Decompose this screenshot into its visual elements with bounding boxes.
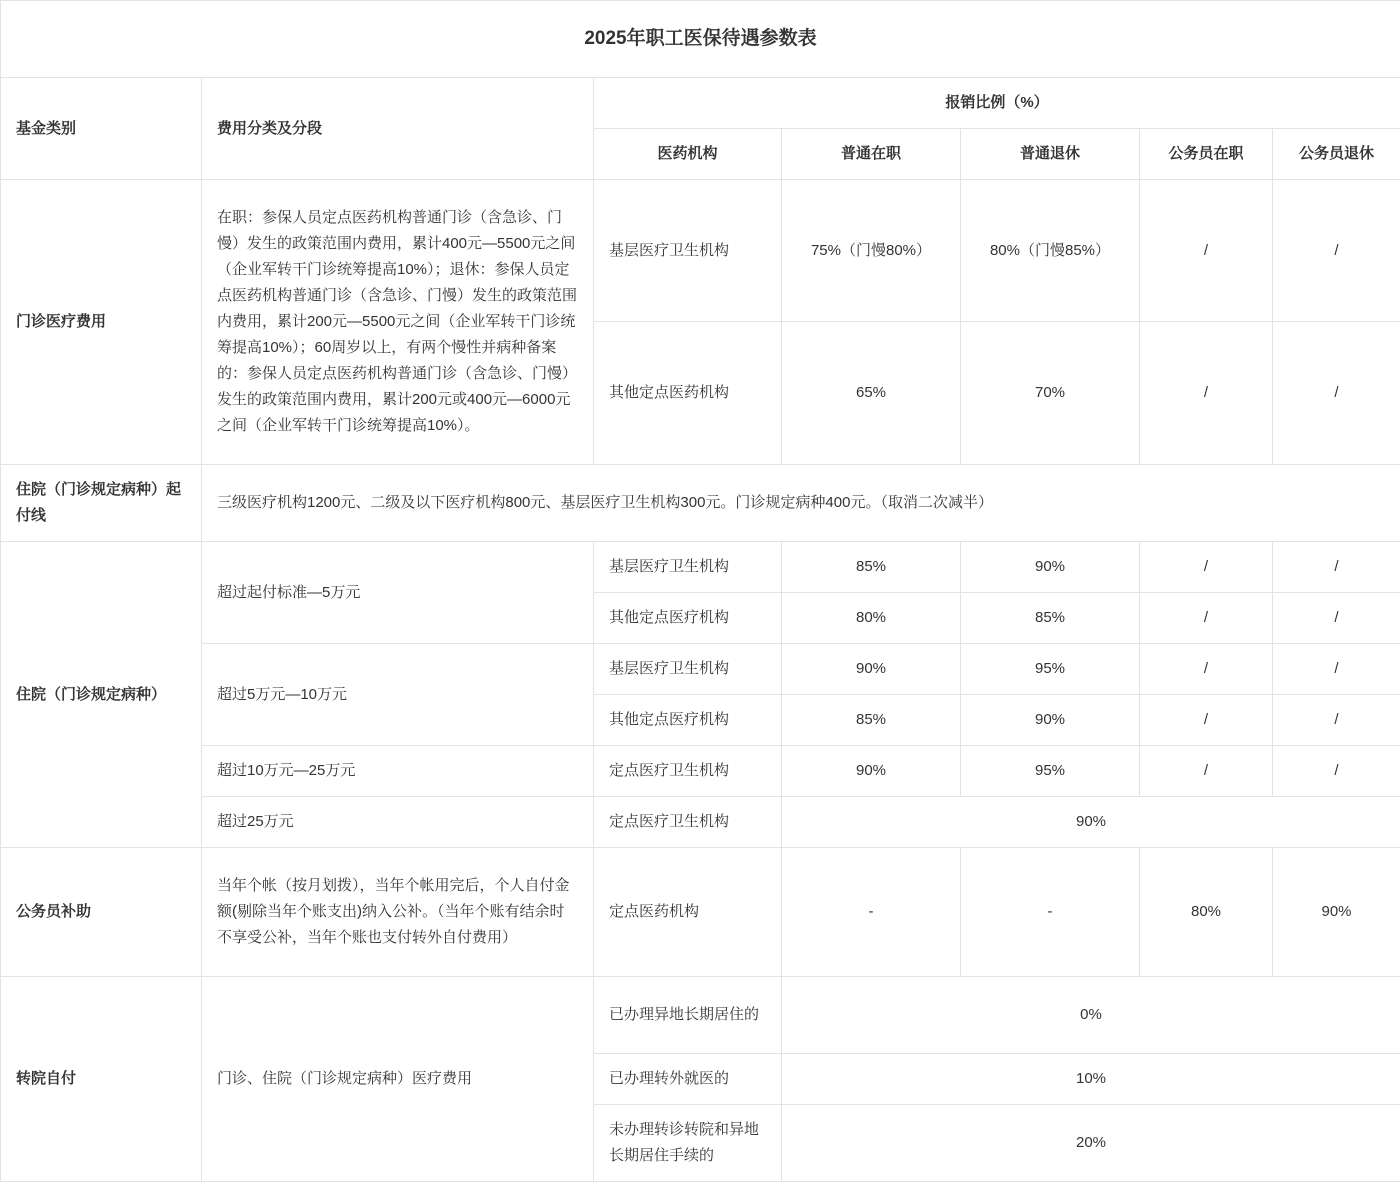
header-reimbursement-ratio: 报销比例（%） [594,78,1400,129]
cell-regular-active: 85% [782,542,961,593]
cell-regular-retired: 90% [961,695,1140,746]
cell-regular-active: 75%（门慢80%） [782,180,961,322]
cell-institution: 定点医疗卫生机构 [594,746,782,797]
cell-regular-retired: 90% [961,542,1140,593]
header-cost-category: 费用分类及分段 [202,78,594,180]
cell-ratio-all: 90% [782,797,1400,848]
segment-label: 超过25万元 [202,797,594,848]
cell-regular-active: 85% [782,695,961,746]
civil-servant-description: 当年个帐（按月划拨），当年个帐用完后，个人自付金额(剔除当年个账支出)纳入公补。（当年个账有结余时不享受公补，当年个账也支付转外自付费用） [202,848,594,977]
cell-civil-retired: / [1273,695,1400,746]
header-regular-retired: 普通退休 [961,129,1140,180]
segment-label: 超过5万元—10万元 [202,644,594,746]
cell-civil-retired: / [1273,542,1400,593]
cell-civil-retired: / [1273,322,1400,465]
cell-regular-retired: 95% [961,644,1140,695]
header-regular-active: 普通在职 [782,129,961,180]
table-row [1,797,1400,848]
cell-civil-retired: 90% [1273,848,1400,977]
cell-civil-active: 80% [1140,848,1273,977]
cell-institution: 基层医疗卫生机构 [594,644,782,695]
cell-regular-retired: 80%（门慢85%） [961,180,1140,322]
cell-civil-retired: / [1273,180,1400,322]
cell-ratio: 0% [782,977,1400,1054]
cell-civil-retired: / [1273,644,1400,695]
cell-civil-active: / [1140,180,1273,322]
category-civil-servant: 公务员补助 [1,848,202,977]
cell-regular-active: 90% [782,644,961,695]
cell-institution: 未办理转诊转院和异地长期居住手续的 [594,1105,782,1182]
cell-civil-active: / [1140,644,1273,695]
cell-regular-active: 80% [782,593,961,644]
cell-civil-active: / [1140,695,1273,746]
outpatient-description: 在职：参保人员定点医药机构普通门诊（含急诊、门慢）发生的政策范围内费用，累计400元—5500元之间（企业军转干门诊统筹提高10%）；退休：参保人员定点医药机构普通门诊（含急诊、门慢）发生的政策范围内费用，累计200元—5500元之间（企业军转干门诊统筹提高10%）；60周岁以上，有两个慢性并病种备案的：参保人员定点医药机构普通门诊（含急诊、门慢）发生的政策范围内费用，累计200元或400元—6000元之间（企业军转干门诊统筹提高10%）。 [202,180,594,465]
cell-civil-active: / [1140,746,1273,797]
cell-institution: 基层医疗卫生机构 [594,180,782,322]
transfer-description: 门诊、住院（门诊规定病种）医疗费用 [202,977,594,1182]
cell-regular-active: 65% [782,322,961,465]
table-row [1,644,1400,695]
category-transfer: 转院自付 [1,977,202,1182]
deductible-text: 三级医疗机构1200元、二级及以下医疗机构800元、基层医疗卫生机构300元。门诊规定病种400元。（取消二次减半） [202,465,1400,542]
table-title: 2025年职工医保待遇参数表 [1,1,1400,78]
header-civil-retired: 公务员退休 [1273,129,1400,180]
table-row [1,465,1400,542]
cell-institution: 定点医药机构 [594,848,782,977]
cell-institution: 其他定点医疗机构 [594,593,782,644]
header-fund-category: 基金类别 [1,78,202,180]
cell-ratio: 20% [782,1105,1400,1182]
cell-regular-retired: 85% [961,593,1140,644]
cell-institution: 其他定点医疗机构 [594,695,782,746]
cell-ratio: 10% [782,1054,1400,1105]
table-row [1,977,1400,1054]
cell-institution: 其他定点医药机构 [594,322,782,465]
cell-regular-retired: 70% [961,322,1140,465]
header-institution: 医药机构 [594,129,782,180]
cell-regular-active: - [782,848,961,977]
table-row [1,180,1400,322]
cell-regular-retired: - [961,848,1140,977]
segment-label: 超过10万元—25万元 [202,746,594,797]
category-outpatient: 门诊医疗费用 [1,180,202,465]
cell-civil-active: / [1140,322,1273,465]
cell-civil-active: / [1140,593,1273,644]
cell-institution: 定点医疗卫生机构 [594,797,782,848]
cell-regular-active: 90% [782,746,961,797]
cell-institution: 已办理异地长期居住的 [594,977,782,1054]
cell-civil-retired: / [1273,593,1400,644]
cell-civil-retired: / [1273,746,1400,797]
header-civil-active: 公务员在职 [1140,129,1273,180]
cell-regular-retired: 95% [961,746,1140,797]
cell-civil-active: / [1140,542,1273,593]
cell-institution: 基层医疗卫生机构 [594,542,782,593]
segment-label: 超过起付标准—5万元 [202,542,594,644]
category-inpatient: 住院（门诊规定病种） [1,542,202,848]
cell-institution: 已办理转外就医的 [594,1054,782,1105]
category-deductible: 住院（门诊规定病种）起付线 [1,465,202,542]
table-row [1,848,1400,977]
table-row [1,746,1400,797]
table-row [1,542,1400,593]
